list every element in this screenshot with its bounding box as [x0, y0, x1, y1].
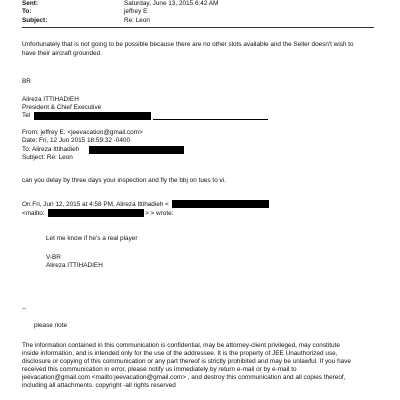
disclaimer-line-6: including all attachments. copyright -all rights reserved: [22, 382, 176, 389]
mailto-prefix: <mailto:: [22, 210, 45, 217]
message-line: can you delay by three days your inspection and fly the bbj on tues to vi.: [22, 177, 226, 184]
reply-line-1: Unfortunately that is not going to be possible because there are no other slots available and the Seller doesn't wish to: [22, 41, 354, 48]
disclaimer-line-4: received this communication in error, please notify us immediately by return e-mail or by e-mail to: [22, 366, 297, 373]
quoted-message: Let me know if he's a real player: [46, 235, 138, 242]
sent-label: Sent:: [22, 0, 38, 7]
separator-dashes: --: [22, 305, 27, 312]
redaction-bar-tel: [34, 112, 151, 120]
to-label: To:: [22, 8, 32, 15]
subject-label: Subject:: [22, 17, 48, 24]
signer-name: Alireza ITTIHADIEH: [22, 96, 79, 103]
from-line: From: jeffrey E. <jeevacation@gmail.com>: [22, 129, 143, 136]
quote-intro: On Fri, Jun 12, 2015 at 4:58 PM, Alireza Ittihadieh <: [22, 201, 169, 208]
quoted-name: Alireza ITTIHADIEH: [46, 262, 103, 269]
to-line: To: Alireza Ittihadieh: [22, 146, 80, 153]
header-divider: [22, 27, 374, 28]
mailto-suffix: > > wrote:: [145, 210, 174, 217]
redaction-bar-email-1: [172, 200, 269, 208]
disclaimer-line-5: jeevacation@gmail.com <mailto:jeevacation@gmail.com> , and destroy this communication and all copies thereof,: [22, 374, 346, 381]
sign-off: BR: [22, 78, 31, 85]
subject-line: Subject: Re: Leon: [22, 154, 73, 161]
date-line: Date: Fri, 12 Jun 2015 18:59:32 -0400: [22, 137, 131, 144]
signer-title: President & Chief Executive: [22, 104, 102, 111]
quoted-vbr: V-BR: [46, 254, 61, 261]
subject-value: Re: Leon: [124, 17, 150, 24]
disclaimer-line-3: disclosure or copying of this communication or any part thereof is strictly prohibited and may be unlawful. If you have: [22, 358, 351, 365]
please-note: please note: [34, 322, 68, 329]
redaction-bar-email-2: [48, 209, 144, 217]
disclaimer-line-1: The information contained in this communication is confidential, may be attorney-client privileged, may constitute: [22, 342, 340, 349]
disclaimer-line-2: inside information, and is intended only for the use of the addressee. It is the property of JEE Unauthorized use,: [22, 350, 338, 357]
to-value: jeffrey E: [124, 8, 148, 15]
redaction-bar-to: [89, 146, 184, 154]
sent-value: Saturday, June 13, 2015 6:42 AM: [124, 0, 219, 7]
tel-label: Tel: [22, 112, 31, 119]
reply-line-2: have their aircraft grounded.: [22, 50, 102, 57]
signature-underline: [153, 119, 268, 120]
